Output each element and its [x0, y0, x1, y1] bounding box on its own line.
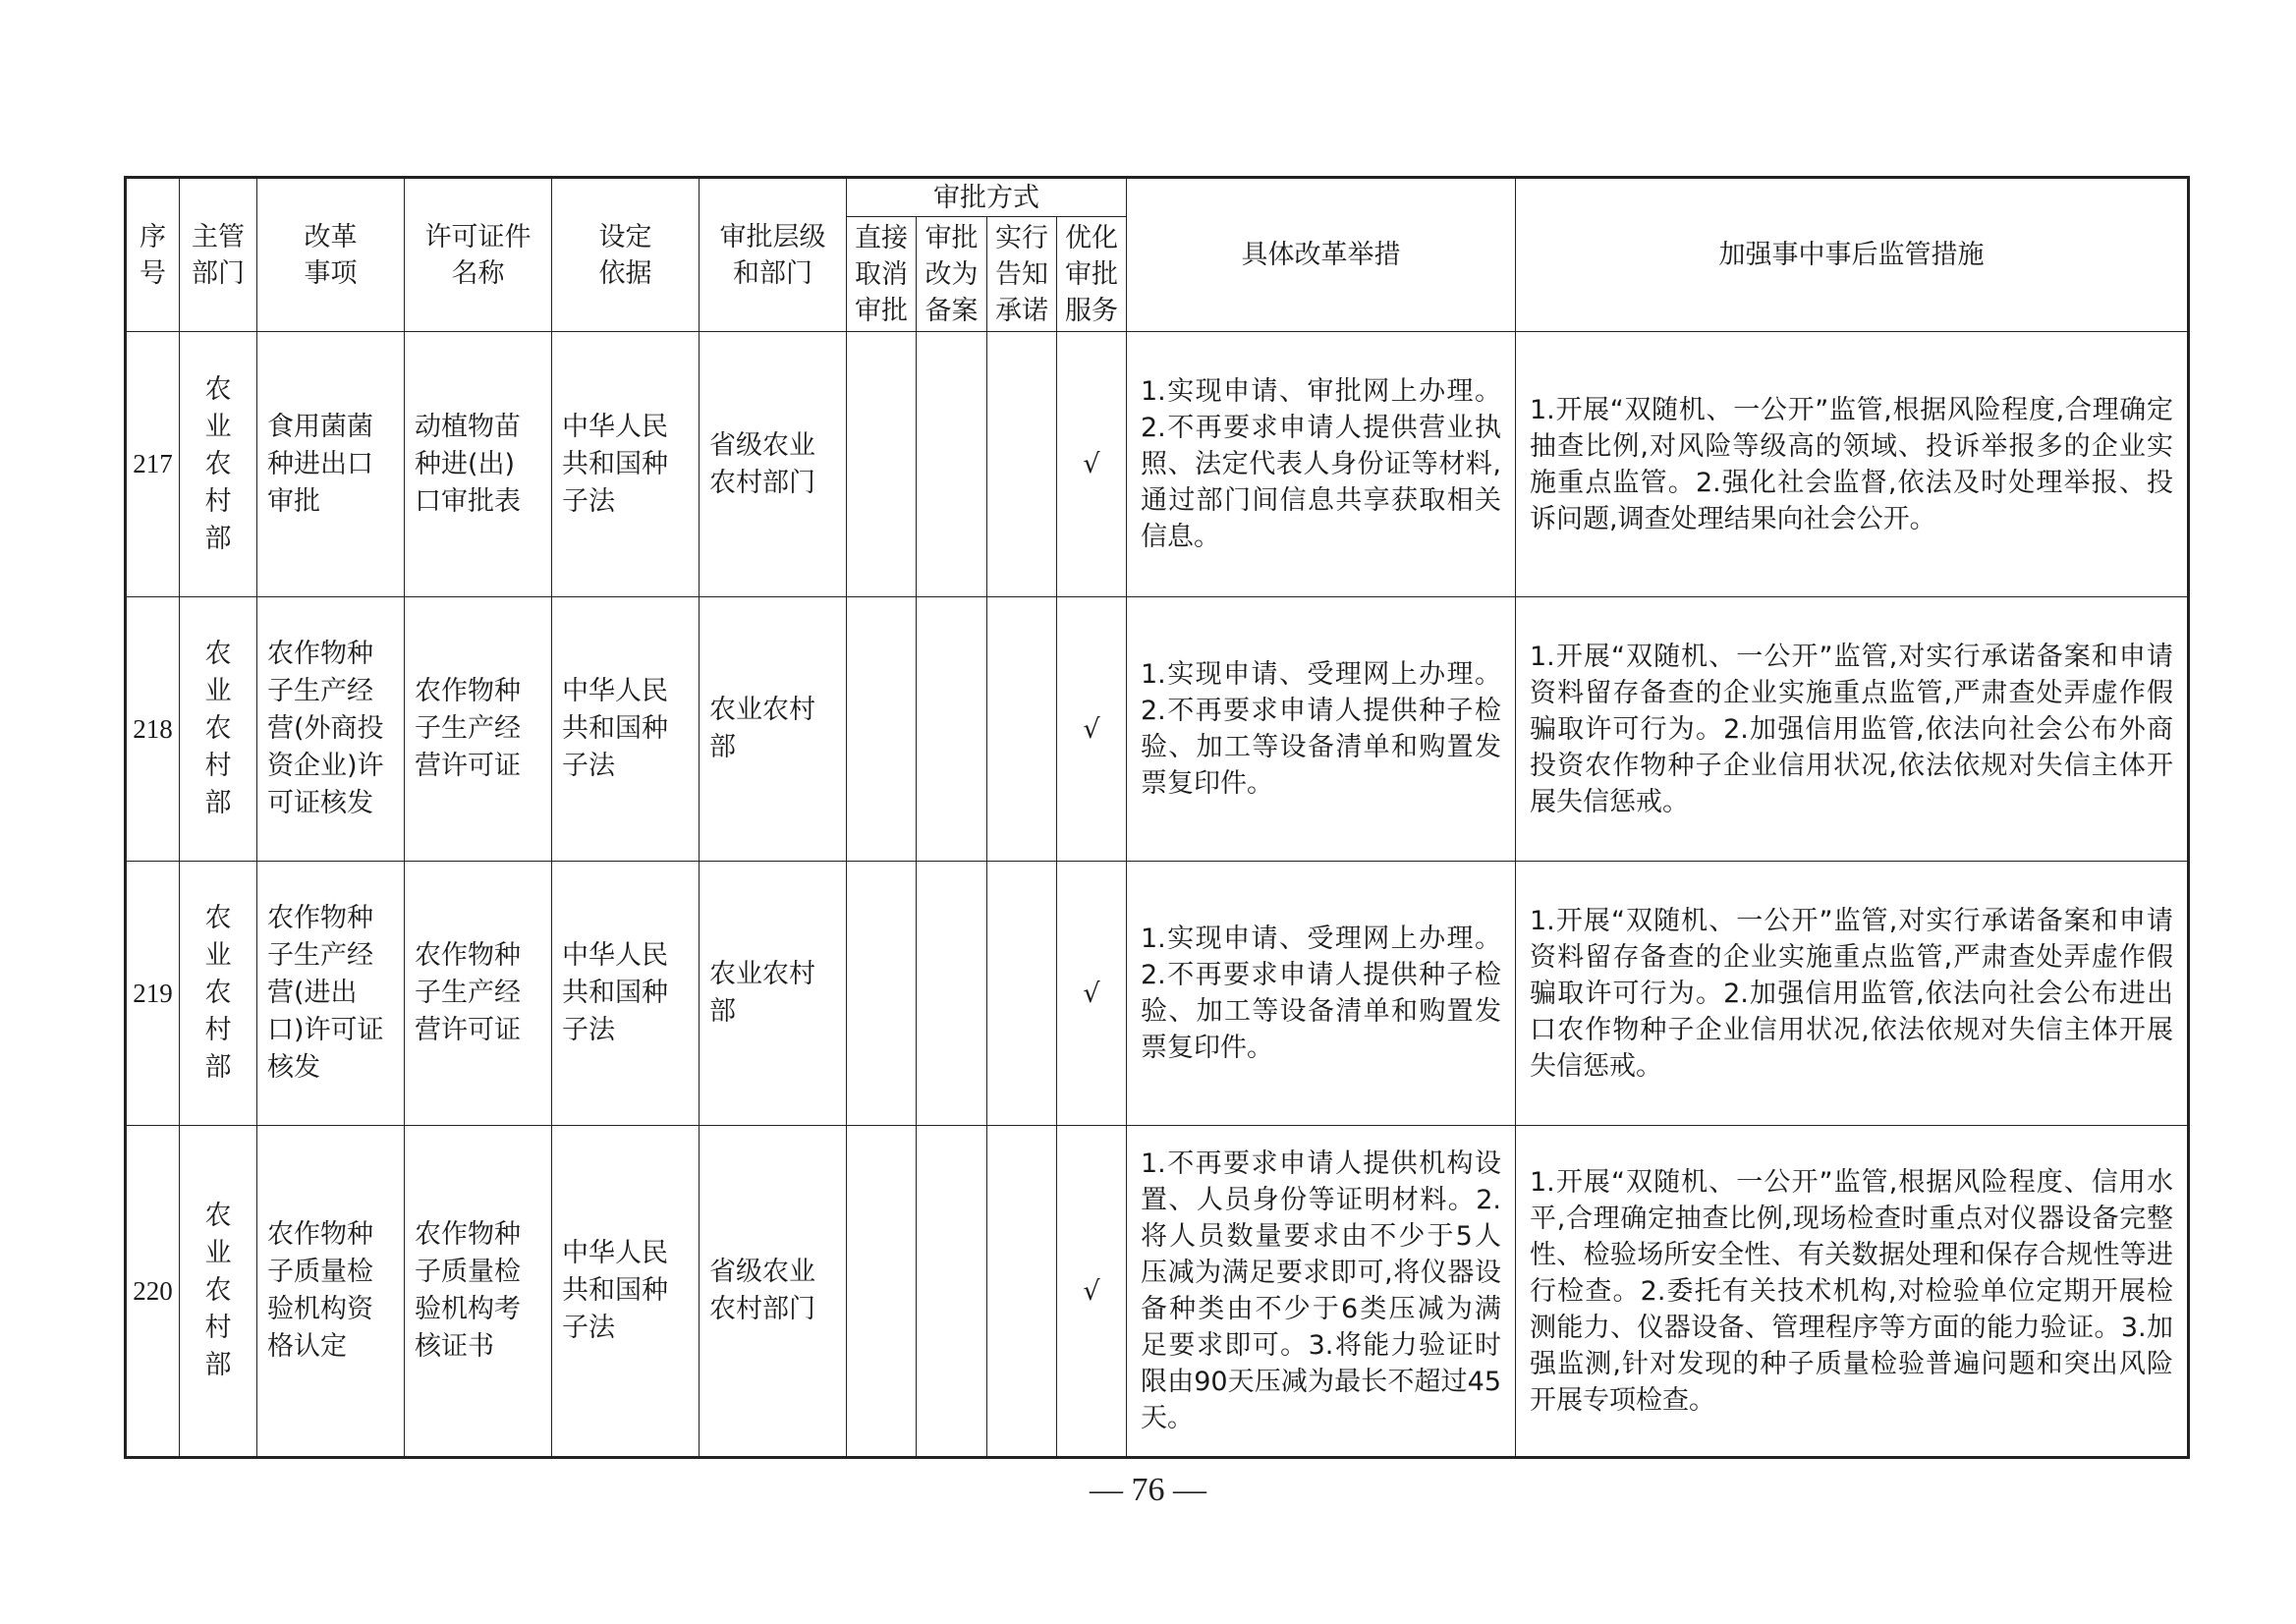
- table-row: [126, 332, 2189, 597]
- row-license: 农作物种子质量检验机构考核证书: [405, 1126, 552, 1458]
- header-seq: 序号: [126, 178, 180, 332]
- table-row: [126, 597, 2189, 862]
- row-item: 食用菌菌种进出口审批: [257, 332, 405, 597]
- page-number: — 76 —: [1090, 1472, 1206, 1508]
- row-level: 省级农业农村部门: [700, 1126, 847, 1458]
- row-seq: 219: [126, 862, 180, 1126]
- row-dept-text: 农业农村部: [204, 1201, 232, 1380]
- header-method-cancel: 直接取消审批: [847, 217, 917, 332]
- header-method-optimize: 优化审批服务: [1057, 217, 1127, 332]
- row-dept-text: 农业农村部: [204, 639, 232, 818]
- header-approval-method: 审批方式: [847, 178, 1127, 217]
- row-seq: 220: [126, 1126, 180, 1458]
- reform-table: [124, 176, 2190, 1459]
- row-dept: [180, 862, 257, 1126]
- row-item: 农作物种子质量检验机构资格认定: [257, 1126, 405, 1458]
- row-supervision: 1.开展“双随机、一公开”监管,根据风险程度、信用水平,合理确定抽查比例,现场检查时重点对仪器设备完整性、检验场所安全性、有关数据处理和保存合规性等进行检查。2.委托有关技术机构,对检验单位定期开展检测能力、仪器设备、管理程序等方面的能力验证。3.加强监测,针对发现的种子质量检验普遍问题和突出风险开展专项检查。: [1516, 1126, 2189, 1458]
- row-method-filing: [917, 862, 987, 1126]
- header-item: 改革事项: [257, 178, 405, 332]
- row-supervision: 1.开展“双随机、一公开”监管,对实行承诺备案和申请资料留存备查的企业实施重点监管,严肃查处弄虚作假骗取许可行为。2.加强信用监管,依法向社会公布进出口农作物种子企业信用状况,依法依规对失信主体开展失信惩戒。: [1516, 862, 2189, 1126]
- row-item: 农作物种子生产经营(外商投资企业)许可证核发: [257, 597, 405, 862]
- row-level: 农业农村部: [700, 597, 847, 862]
- row-license: 农作物种子生产经营许可证: [405, 862, 552, 1126]
- row-method-cancel: [847, 1126, 917, 1458]
- row-method-optimize: √: [1057, 332, 1127, 597]
- row-measures: 1.实现申请、受理网上办理。2.不再要求申请人提供种子检验、加工等设备清单和购置发票复印件。: [1127, 862, 1516, 1126]
- row-method-filing: [917, 597, 987, 862]
- row-supervision: 1.开展“双随机、一公开”监管,根据风险程度,合理确定抽查比例,对风险等级高的领域、投诉举报多的企业实施重点监管。2.强化社会监督,依法及时处理举报、投诉问题,调查处理结果向社会公开。: [1516, 332, 2189, 597]
- row-method-optimize: √: [1057, 597, 1127, 862]
- row-method-cancel: [847, 332, 917, 597]
- row-method-notice: [987, 862, 1057, 1126]
- row-method-cancel: [847, 862, 917, 1126]
- row-license: 农作物种子生产经营许可证: [405, 597, 552, 862]
- row-dept-text: 农业农村部: [204, 373, 232, 554]
- row-method-notice: [987, 1126, 1057, 1458]
- row-method-notice: [987, 332, 1057, 597]
- header-basis: 设定依据: [552, 178, 700, 332]
- row-seq: 218: [126, 597, 180, 862]
- row-dept: [180, 1126, 257, 1458]
- row-dept: [180, 332, 257, 597]
- header-method-notice: 实行告知承诺: [987, 217, 1057, 332]
- row-basis: 中华人民共和国种子法: [552, 1126, 700, 1458]
- row-basis: 中华人民共和国种子法: [552, 597, 700, 862]
- row-level: 农业农村部: [700, 862, 847, 1126]
- row-measures: 1.实现申请、审批网上办理。2.不再要求申请人提供营业执照、法定代表人身份证等材料,通过部门间信息共享获取相关信息。: [1127, 332, 1516, 597]
- header-license: 许可证件名称: [405, 178, 552, 332]
- header-measures: 具体改革举措: [1127, 178, 1516, 332]
- row-method-optimize: √: [1057, 1126, 1127, 1458]
- row-method-filing: [917, 332, 987, 597]
- table-row: [126, 1126, 2189, 1458]
- row-supervision: 1.开展“双随机、一公开”监管,对实行承诺备案和申请资料留存备查的企业实施重点监管,严肃查处弄虚作假骗取许可行为。2.加强信用监管,依法向社会公布外商投资农作物种子企业信用状况,依法依规对失信主体开展失信惩戒。: [1516, 597, 2189, 862]
- header-supervision: 加强事中事后监管措施: [1516, 178, 2189, 332]
- row-method-notice: [987, 597, 1057, 862]
- row-level: 省级农业农村部门: [700, 332, 847, 597]
- row-seq: 217: [126, 332, 180, 597]
- row-measures: 1.实现申请、受理网上办理。2.不再要求申请人提供种子检验、加工等设备清单和购置发票复印件。: [1127, 597, 1516, 862]
- row-license: 动植物苗种进(出)口审批表: [405, 332, 552, 597]
- header-method-filing: 审批改为备案: [917, 217, 987, 332]
- row-basis: 中华人民共和国种子法: [552, 332, 700, 597]
- row-measures: 1.不再要求申请人提供机构设置、人员身份等证明材料。2.将人员数量要求由不少于5人压减为满足要求即可,将仪器设备种类由不少于6类压减为满足要求即可。3.将能力验证时限由90天压减为最长不超过45天。: [1127, 1126, 1516, 1458]
- row-dept-text: 农业农村部: [204, 903, 232, 1083]
- row-dept: [180, 597, 257, 862]
- table-row: [126, 862, 2189, 1126]
- row-method-optimize: √: [1057, 862, 1127, 1126]
- header-level: 审批层级和部门: [700, 178, 847, 332]
- row-method-filing: [917, 1126, 987, 1458]
- row-item: 农作物种子生产经营(进出口)许可证核发: [257, 862, 405, 1126]
- row-basis: 中华人民共和国种子法: [552, 862, 700, 1126]
- row-method-cancel: [847, 597, 917, 862]
- header-dept: 主管部门: [180, 178, 257, 332]
